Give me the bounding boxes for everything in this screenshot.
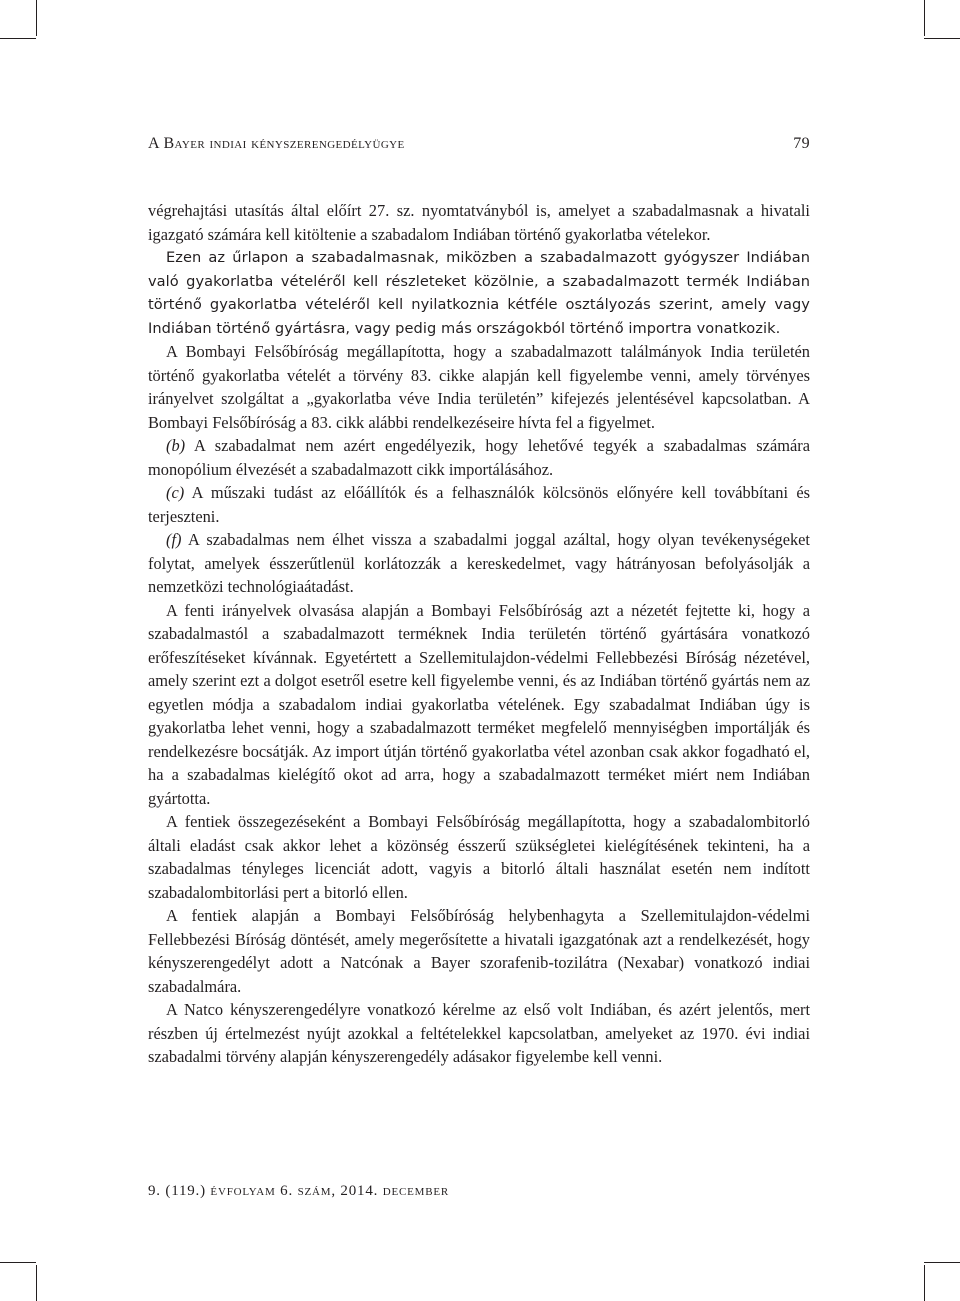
provision-item: (b) A szabadalmat nem azért engedélyezik, hogy lehetővé tegyék a szabadalmas számára monopólium élvezését a szabadalmazott cikk importálásához. xyxy=(148,436,810,479)
crop-mark xyxy=(924,1262,960,1263)
provision-label: (b) xyxy=(166,436,186,455)
paragraph: A Natco kényszerengedélyre vonatkozó kérelme az első volt Indiában, és azért jelentős, mert részben új értelmezést nyújt azokkal a feltételekkel kapcsolatban, amelyeket az 1970. évi indiai szabadalmi törvény alapján kényszerengedély adásakor figyelembe kell venni. xyxy=(148,1000,810,1066)
crop-mark xyxy=(924,0,925,36)
journal-footer: 9. (119.) évfolyam 6. szám, 2014. december xyxy=(148,1183,450,1199)
provision-item: (c) A műszaki tudást az előállítók és a felhasználók kölcsönös előnyére kell továbbítani és terjeszteni. xyxy=(148,483,810,526)
paragraph: A fentiek összegezéseként a Bombayi Felsőbíróság megállapította, hogy a szabadalombitorló általi eladást csak akkor lehet a közönség ésszerű szükségletei kielégítésének tekinteni, ha a szabadalmas tényleges licenciát adott, vagyis a bitorló általi használat esetén nem indított szabadalombitorlási pert a bitorló ellen. xyxy=(148,812,810,902)
crop-mark xyxy=(0,1262,36,1263)
paragraph: Ezen az űrlapon a szabadalmasnak, miközben a szabadalmazott gyógyszer Indiában való gyakorlatba vételéről kell részleteket közölnie, a szabadalmazott termék Indiában történő gyakorlatba vételéről kell nyilatkoznia kétféle osztályozás szerint, amely vagy Indiában történő gyártásra, vagy pedig más országokból történő importra vonatkozik. xyxy=(148,249,810,337)
crop-mark xyxy=(0,38,36,39)
running-head-title: A Bayer indiai kényszerengedélyügye xyxy=(148,135,405,152)
crop-mark xyxy=(36,0,37,36)
page-number: 79 xyxy=(793,135,810,152)
running-head xyxy=(148,135,810,153)
paragraph: A fenti irányelvek olvasása alapján a Bombayi Felsőbíróság azt a nézetét fejtette ki, hogy a szabadalmastól a szabadalmazott terméknek India területén történő gyártására vonatkozó erőfeszítéseket kívánnak. Egyetértett a Szellemitulajdon-védelmi Fellebbezési Bíróság nézetével, amely szerint ezt a dolgot esetről esetre kell figyelembe venni, és az Indiában történő gyártás nem az egyetlen módja a szabadalom indiai gyakorlatba vételének. Egy szabadalmat Indiában úgy is gyakorlatba lehet venni, hogy a szabadalmazott terméket megfelelő mennyiségben importálják és rendelkezésre bocsátják. Az import útján történő gyakorlatba vétel azonban csak akkor fogadható el, ha a szabadalmas kielégítő okot ad arra, hogy a szabadalmazott terméket miért nem Indiában gyártotta. xyxy=(148,600,810,808)
article-body xyxy=(148,199,810,1069)
paragraph: A Bombayi Felsőbíróság megállapította, hogy a szabadalmazott találmányok India területén történő gyakorlatba vételét a törvény 83. cikke alapján kell figyelembe venni, amely törvényes irányelvet szolgáltat a „gyakorlatba véve India területén” kifejezés jelentésével kapcsolatban. A Bombayi Felsőbíróság a 83. cikk alábbi rendelkezéseire hívta fel a figyelmet. xyxy=(148,342,810,432)
provision-label: (c) xyxy=(166,483,185,502)
crop-mark xyxy=(924,38,960,39)
crop-mark xyxy=(924,1265,925,1301)
crop-mark xyxy=(36,1265,37,1301)
paragraph: A fentiek alapján a Bombayi Felsőbíróság helybenhagyta a Szellemitulajdon-védelmi Fellebbezési Bíróság döntését, amely megerősítette a hivatali igazgatónak azt a rendelkezését, hogy kényszerengedélyt adott a Natcónak a Bayer szorafenib-tozilátra (Nexabar) vonatkozó indiai szabadalmára. xyxy=(148,906,810,996)
provision-item: (f) A szabadalmas nem élhet vissza a szabadalmi joggal azáltal, hogy olyan tevékenységeket folytat, amelyek ésszerűtlenül korlátozzák a kereskedelmet, vagy hátrányosan befolyásolják a nemzetközi technológiaátadást. xyxy=(148,530,810,596)
provision-label: (f) xyxy=(166,530,182,549)
paragraph: végrehajtási utasítás által előírt 27. sz. nyomtatványból is, amelyet a szabadalmasnak a hivatali igazgató számára kell kitöltenie a szabadalom Indiában történő gyakorlatba vételekor. xyxy=(148,201,810,244)
